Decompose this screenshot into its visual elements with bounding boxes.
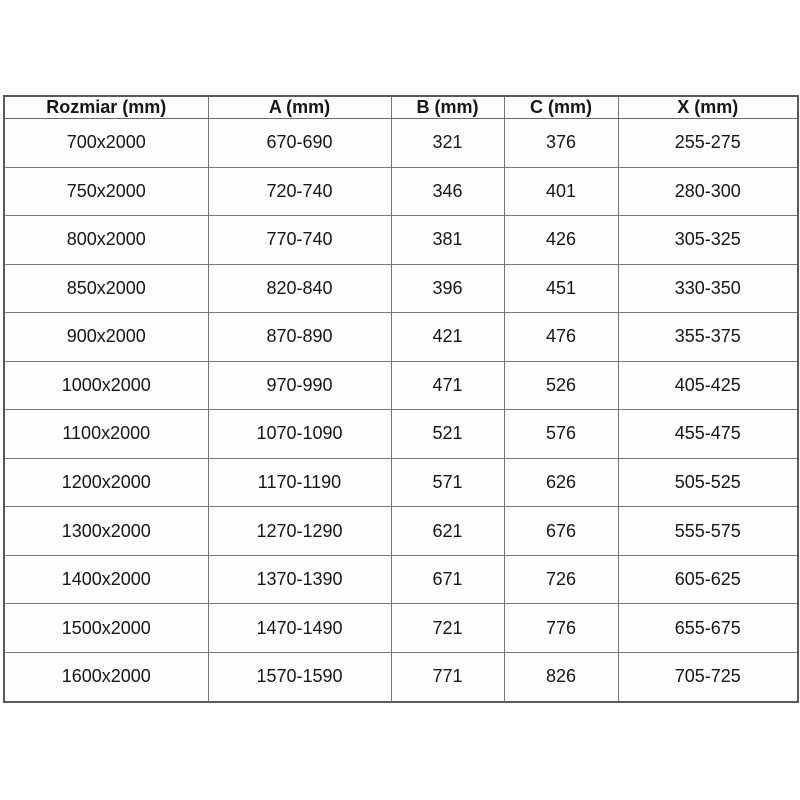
table-cell: 726	[504, 555, 618, 604]
table-cell: 820-840	[208, 264, 391, 313]
table-cell: 376	[504, 119, 618, 168]
table-cell: 451	[504, 264, 618, 313]
table-row	[4, 652, 798, 702]
table-cell: 381	[391, 216, 504, 265]
header-row	[4, 96, 798, 119]
table-cell: 280-300	[618, 167, 798, 216]
table-cell: 1200x2000	[4, 458, 208, 507]
table-cell: 800x2000	[4, 216, 208, 265]
table-cell: 571	[391, 458, 504, 507]
table-cell: 1270-1290	[208, 507, 391, 556]
table-row	[4, 264, 798, 313]
table-cell: 621	[391, 507, 504, 556]
table-cell: 705-725	[618, 652, 798, 702]
table-cell: 750x2000	[4, 167, 208, 216]
table-cell: 396	[391, 264, 504, 313]
table-row	[4, 507, 798, 556]
col-header-a: A (mm)	[208, 96, 391, 119]
table-cell: 555-575	[618, 507, 798, 556]
table-cell: 521	[391, 410, 504, 459]
table-row	[4, 604, 798, 653]
table-cell: 505-525	[618, 458, 798, 507]
table-row	[4, 167, 798, 216]
table-cell: 1000x2000	[4, 361, 208, 410]
table-cell: 676	[504, 507, 618, 556]
table-cell: 700x2000	[4, 119, 208, 168]
table-cell: 476	[504, 313, 618, 362]
table-row	[4, 410, 798, 459]
table-row	[4, 216, 798, 265]
table-cell: 1100x2000	[4, 410, 208, 459]
table-cell: 1600x2000	[4, 652, 208, 702]
table-cell: 670-690	[208, 119, 391, 168]
table-cell: 1370-1390	[208, 555, 391, 604]
table-cell: 721	[391, 604, 504, 653]
table-cell: 850x2000	[4, 264, 208, 313]
table-cell: 970-990	[208, 361, 391, 410]
table-cell: 605-625	[618, 555, 798, 604]
col-header-c: C (mm)	[504, 96, 618, 119]
table-cell: 655-675	[618, 604, 798, 653]
table-cell: 355-375	[618, 313, 798, 362]
table-cell: 401	[504, 167, 618, 216]
table-cell: 305-325	[618, 216, 798, 265]
table-row	[4, 119, 798, 168]
table-cell: 776	[504, 604, 618, 653]
table-cell: 471	[391, 361, 504, 410]
table-cell: 1070-1090	[208, 410, 391, 459]
table-row	[4, 361, 798, 410]
table-cell: 1400x2000	[4, 555, 208, 604]
table-cell: 771	[391, 652, 504, 702]
table-cell: 1300x2000	[4, 507, 208, 556]
table-cell: 826	[504, 652, 618, 702]
dimension-table	[3, 95, 799, 703]
table-row	[4, 313, 798, 362]
table-cell: 421	[391, 313, 504, 362]
table-cell: 321	[391, 119, 504, 168]
table-cell: 900x2000	[4, 313, 208, 362]
table-cell: 526	[504, 361, 618, 410]
col-header-x: X (mm)	[618, 96, 798, 119]
table-cell: 1170-1190	[208, 458, 391, 507]
table-cell: 455-475	[618, 410, 798, 459]
table-cell: 330-350	[618, 264, 798, 313]
table-cell: 255-275	[618, 119, 798, 168]
table-cell: 671	[391, 555, 504, 604]
table-cell: 346	[391, 167, 504, 216]
table-cell: 1470-1490	[208, 604, 391, 653]
col-header-rozmiar: Rozmiar (mm)	[4, 96, 208, 119]
table-row	[4, 458, 798, 507]
table-cell: 626	[504, 458, 618, 507]
table-cell: 870-890	[208, 313, 391, 362]
table-cell: 720-740	[208, 167, 391, 216]
table-cell: 405-425	[618, 361, 798, 410]
table-row	[4, 555, 798, 604]
table-cell: 1500x2000	[4, 604, 208, 653]
table-cell: 1570-1590	[208, 652, 391, 702]
col-header-b: B (mm)	[391, 96, 504, 119]
table-cell: 576	[504, 410, 618, 459]
table-cell: 426	[504, 216, 618, 265]
table-cell: 770-740	[208, 216, 391, 265]
